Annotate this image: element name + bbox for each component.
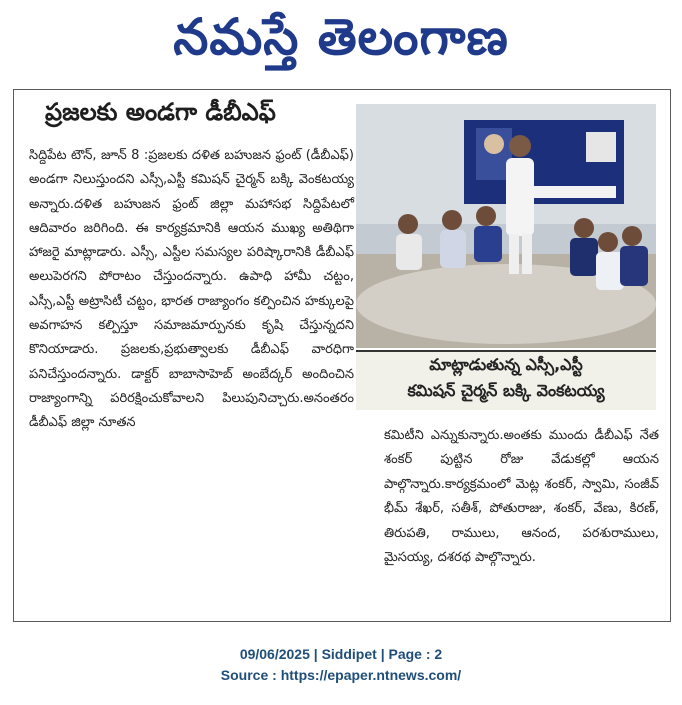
article-column-right [384, 424, 659, 570]
article-column-left [29, 144, 354, 436]
article-dateline: సిద్దిపేట టౌన్, జూన్ 8 : [29, 148, 149, 163]
photo-caption [356, 350, 656, 410]
newspaper-masthead: నమస్తే తెలంగాణ [173, 8, 509, 66]
footer-source-link[interactable]: Source : https://epaper.ntnews.com/ [220, 667, 462, 683]
news-clipping [13, 89, 671, 622]
footer-date-edition: 09/06/2025 | Siddipet | Page : 2 [239, 646, 443, 662]
article-body-right: కమిటీని ఎన్నుకున్నారు.అంతకు ముందు డీబీఎఫ్ నేత శంకర్ పుట్టిన రోజు వేడుకల్లో ఆయన పాల్గొన్నారు.కార్యక్రమంలో మెట్ల శంకర్, స్వామి, సంజీవ్ భీమ్ శేఖర్, సతీశ్, పోతురాజు, శంకర్, వేణు, కిరణ్, తిరుపతి, రాములు, ఆనంద, పరశురాములు, మైసయ్య, దశరథ పాల్గొన్నారు. [384, 428, 659, 566]
article-headline: ప్రజలకు అండగా డీబీఎఫ్ [45, 98, 276, 126]
article-body-left: ప్రజలకు దళిత బహుజన ఫ్రంట్ (డీబీఎఫ్) అండగా నిలుస్తుందని ఎస్సీ,ఎస్టీ కమిషన్ చైర్మన్ బక్కి వెంకటయ్య అన్నారు.దళిత బహుజన ఫ్రంట్ జిల్లా మహాసభ సిద్దిపేటలో ఆదివారం జరిగింది. ఈ కార్యక్రమానికి ఆయన ముఖ్య అతిథిగా హాజరై మాట్లాడారు. ఎస్సీ, ఎస్టీల సమస్యల పరిష్కారానికి డీబీఎఫ్ అలుపెరగని పోరాటం చేస్తుందన్నారు. ఉపాధి హామీ చట్టం, ఎస్సీ,ఎస్టీ అట్రాసిటీ చట్టం, భారత రాజ్యాంగం కల్పించిన హక్కులపై అవగాహన కల్పిస్తూ సమాజమార్పునకు కృషి చేస్తున్నదని కొనియాడారు. ప్రజలకు,ప్రభుత్వాలకు డీబీఎఫ్ వారధిగా పనిచేస్తుందన్నారు. డాక్టర్ బాబాసాహెబ్ అంబేద్కర్ అందించిన రాజ్యాంగాన్ని పరిరక్షించుకోవాలని పిలుపునిచ్చారు.అనంతరం డీబీఎఫ్ జిల్లా నూతన [29, 148, 354, 431]
photo-caption-line2: కమిషన్ చైర్మన్ బక్కి వెంకటయ్య [407, 381, 605, 400]
photo-caption-line1: మాట్లాడుతున్న ఎస్సీ,ఎస్టీ [429, 355, 583, 374]
article-photo [356, 104, 656, 348]
page-footer [0, 644, 682, 686]
